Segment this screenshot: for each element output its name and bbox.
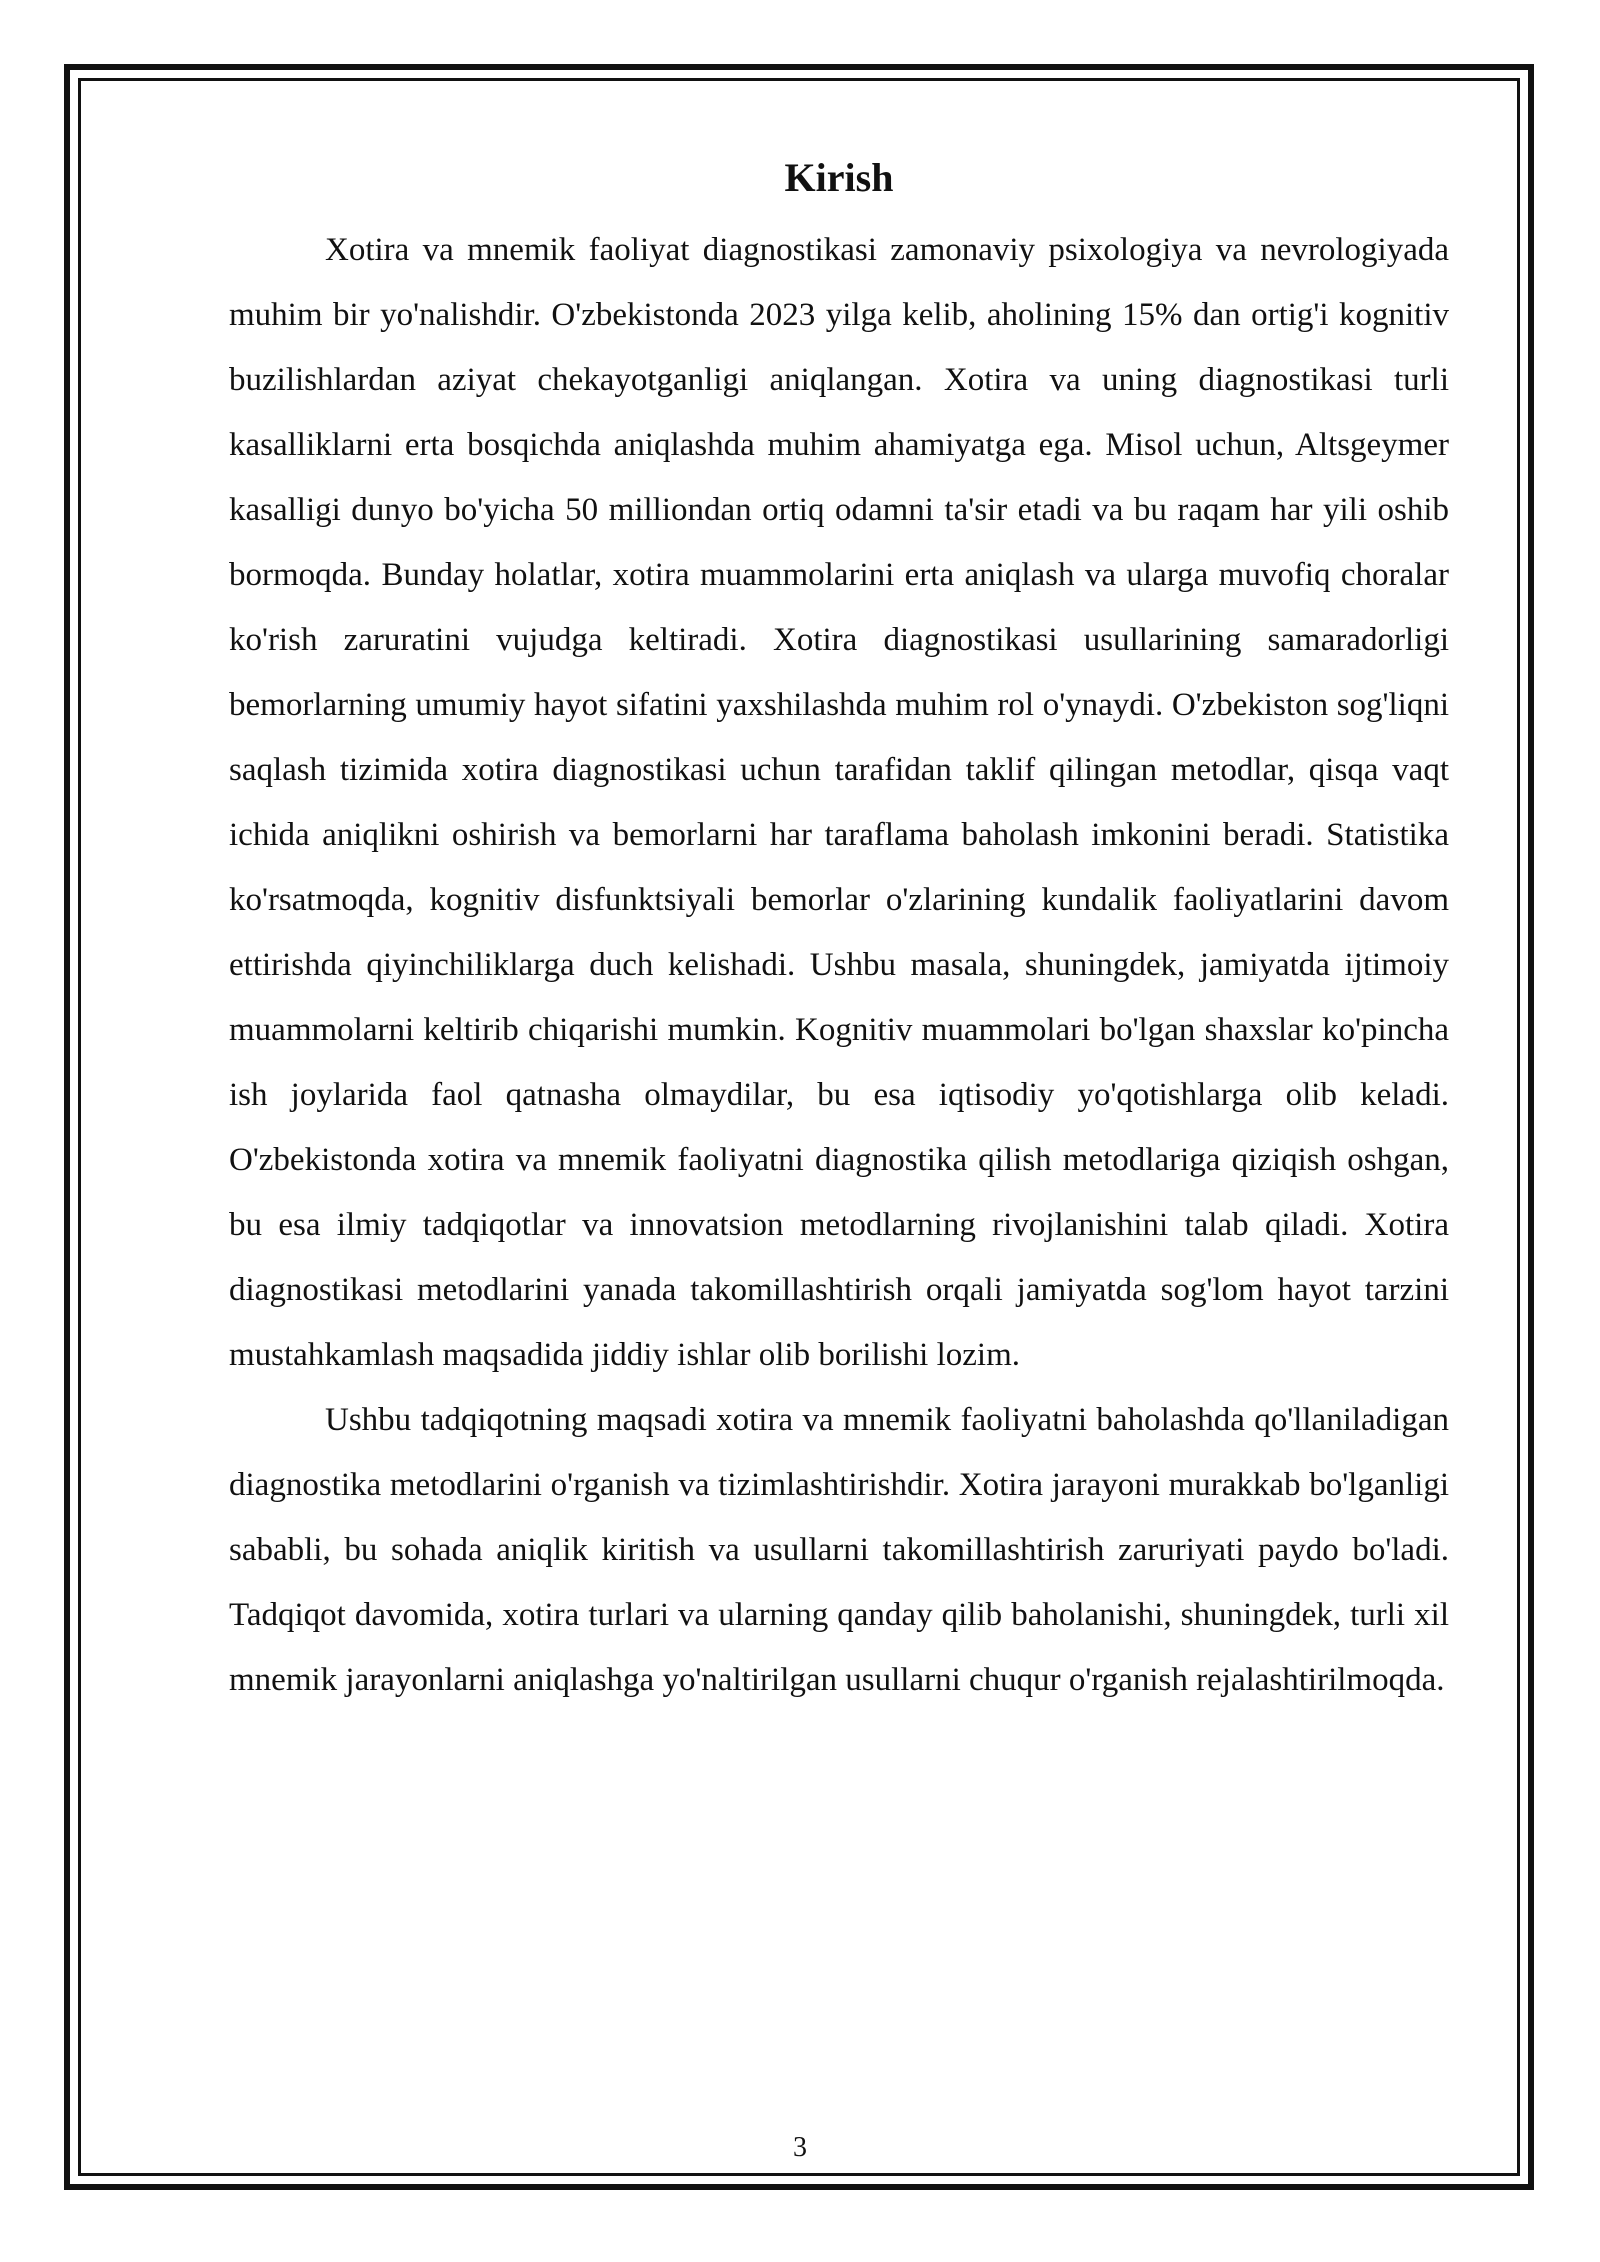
page-number: 3 — [793, 2132, 807, 2163]
body-paragraph-2: Ushbu tadqiqotning maqsadi xotira va mnemik faoliyatni baholashda qo'llaniladigan diagnostika metodlarini o'rganish va tizimlashtirishdir. Xotira jarayoni murakkab bo'lganligi sababli, bu sohada aniqlik kiritish va usullarni takomillashtirish zaruriyati paydo bo'ladi. Tadqiqot davomida, xotira turlari va ularning qanday qilib baholanishi, shuningdek, turli xil mnemik jarayonlarni aniqlashga yo'naltirilgan usullarni chuqur o'rganish rejalashtirilmoqda. — [229, 1402, 1449, 1698]
page-title: Kirish — [784, 155, 894, 200]
body-paragraph-1: Xotira va mnemik faoliyat diagnostikasi zamonaviy psixologiya va nevrologiyada muhim bir yo'nalishdir. O'zbekistonda 2023 yilga kelib, aholining 15% dan ortig'i kognitiv buzilishlardan aziyat chekayotganligi aniqlangan. Xotira va uning diagnostikasi turli kasalliklarni erta bosqichda aniqlashda muhim ahamiyatga ega. Misol uchun, Altsgeymer kasalligi dunyo bo'yicha 50 milliondan ortiq odamni ta'sir etadi va bu raqam har yili oshib bormoqda. Bunday holatlar, xotira muammolarini erta aniqlash va ularga muvofiq choralar ko'rish zaruratini vujudga keltiradi. Xotira diagnostikasi usullarining samaradorligi bemorlarning umumiy hayot sifatini yaxshilashda muhim rol o'ynaydi. O'zbekiston sog'liqni saqlash tizimida xotira diagnostikasi uchun tarafidan taklif qilingan metodlar, qisqa vaqt ichida aniqlikni oshirish va bemorlarni har taraflama baholash imkonini beradi. Statistika ko'rsatmoqda, kognitiv disfunktsiyali bemorlar o'zlarining kundalik faoliyatlarini davom ettirishda qiyinchiliklarga duch kelishadi. Ushbu masala, shuningdek, jamiyatda ijtimoiy muammolarni keltirib chiqarishi mumkin. Kognitiv muammolari bo'lgan shaxslar ko'pincha ish joylarida faol qatnasha olmaydilar, bu esa iqtisodiy yo'qotishlarga olib keladi. O'zbekistonda xotira va mnemik faoliyatni diagnostika qilish metodlariga qiziqish oshgan, bu esa ilmiy tadqiqotlar va innovatsion metodlarning rivojlanishini talab qiladi. Xotira diagnostikasi metodlarini yanada takomillashtirish orqali jamiyatda sog'lom hayot tarzini mustahkamlash maqsadida jiddiy ishlar olib borilishi lozim. — [229, 232, 1449, 1373]
page-content — [229, 140, 1449, 1713]
